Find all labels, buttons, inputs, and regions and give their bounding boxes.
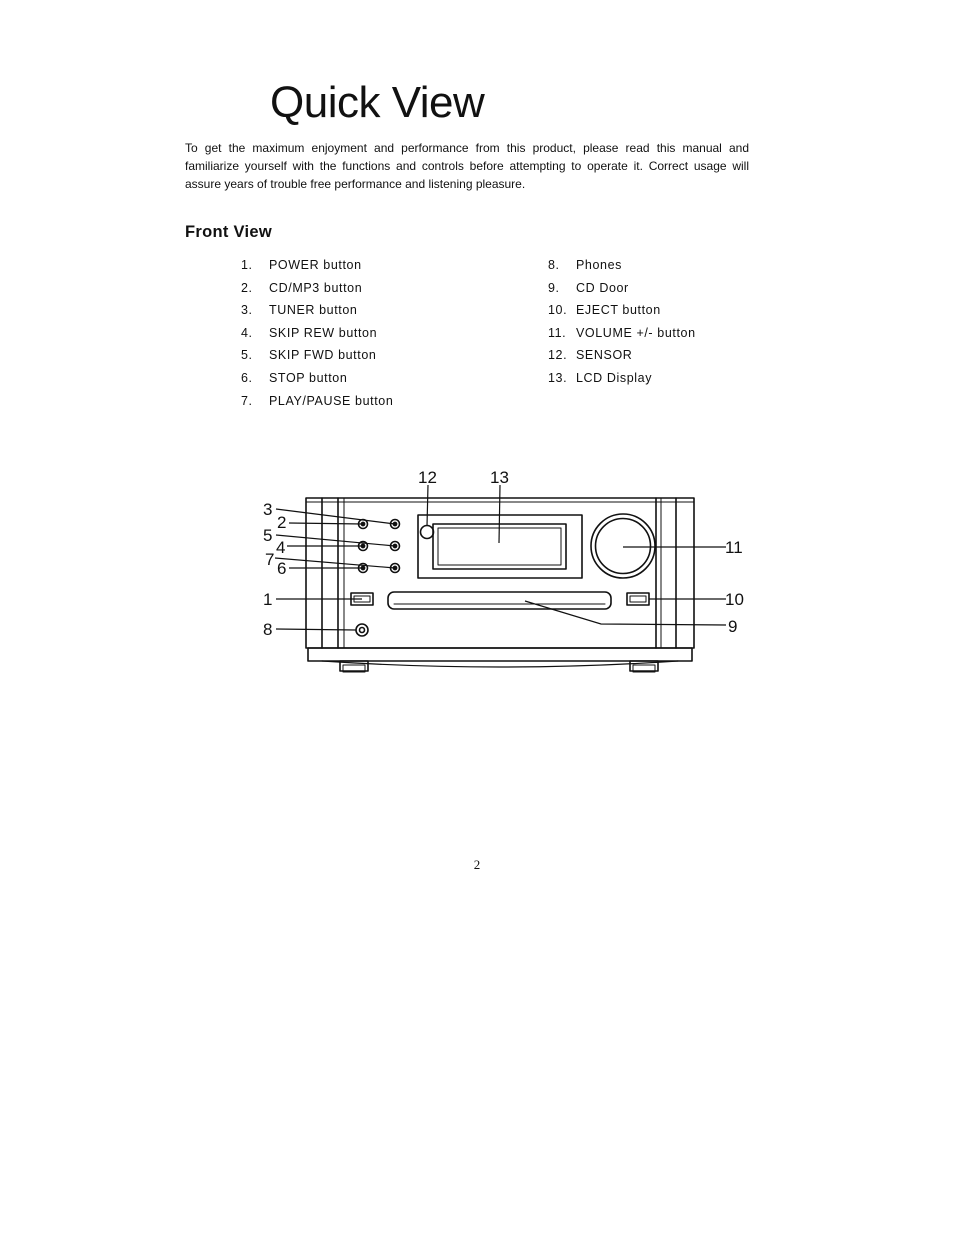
- callout-12: 12: [418, 468, 437, 487]
- item-label: Phones: [576, 258, 622, 272]
- list-item: [548, 277, 696, 300]
- list-item: [241, 390, 393, 413]
- callout-13: 13: [490, 468, 509, 487]
- callout-7: 7: [265, 550, 275, 569]
- cd-door: [388, 592, 611, 609]
- item-number: 1.: [241, 258, 253, 272]
- item-number: 13.: [548, 370, 568, 385]
- list-item: [548, 299, 696, 322]
- list-item: [241, 299, 393, 322]
- item-number: 8.: [548, 258, 560, 272]
- page-title: Quick View: [270, 78, 485, 127]
- item-label: STOP button: [269, 370, 348, 385]
- item-label: SENSOR: [576, 348, 633, 363]
- front-view-heading: Front View: [185, 223, 273, 241]
- item-label: TUNER button: [269, 303, 358, 318]
- callout-8: 8: [263, 620, 273, 639]
- callout-1: 1: [263, 590, 273, 609]
- item-number: 11.: [548, 325, 567, 340]
- item-label: CD/MP3 button: [269, 280, 363, 295]
- parts-list-right: [548, 254, 696, 390]
- list-item: [548, 254, 696, 277]
- list-item: [241, 322, 393, 345]
- item-label: SKIP FWD button: [269, 348, 377, 363]
- callout-6: 6: [277, 559, 287, 578]
- list-item: [548, 322, 696, 345]
- item-label: LCD Display: [576, 370, 653, 385]
- item-label: CD Door: [576, 280, 629, 295]
- front-view-diagram: [255, 462, 755, 682]
- callout-9: 9: [728, 617, 738, 636]
- item-label: SKIP REW button: [269, 325, 378, 340]
- intro-paragraph: To get the maximum enjoyment and performance from this product, please read this manual and familiarize yourself with the functions and controls before attempting to operate it. Correct usage will assure years of trouble free performance and listening pleasure.: [185, 141, 749, 191]
- item-number: 5.: [241, 348, 253, 363]
- page-number: 2: [473, 857, 481, 872]
- item-label: VOLUME +/- button: [576, 325, 696, 340]
- item-number: 9.: [548, 280, 560, 295]
- item-number: 2.: [241, 280, 253, 295]
- list-item: [241, 277, 393, 300]
- list-item: [548, 344, 696, 367]
- callout-11: 11: [725, 538, 743, 557]
- unit-base: [308, 648, 692, 661]
- phones-jack: [356, 624, 368, 636]
- callout-4: 4: [276, 538, 286, 557]
- item-number: 6.: [241, 370, 253, 385]
- item-label: EJECT button: [576, 303, 661, 318]
- item-number: 10.: [548, 303, 568, 318]
- list-item: [241, 254, 393, 277]
- parts-list-left: [241, 254, 393, 412]
- callout-2: 2: [277, 513, 287, 532]
- volume-knob: [591, 514, 655, 578]
- item-number: 4.: [241, 325, 253, 340]
- item-label: POWER button: [269, 258, 362, 272]
- callout-3: 3: [263, 500, 273, 519]
- item-number: 3.: [241, 303, 253, 318]
- item-number: 7.: [241, 393, 253, 408]
- callout-5: 5: [263, 526, 273, 545]
- sensor: [421, 526, 434, 539]
- list-item: [548, 367, 696, 390]
- list-item: [241, 344, 393, 367]
- callout-10: 10: [725, 590, 744, 609]
- list-item: [241, 367, 393, 390]
- item-label: PLAY/PAUSE button: [269, 393, 394, 408]
- item-number: 12.: [548, 348, 568, 363]
